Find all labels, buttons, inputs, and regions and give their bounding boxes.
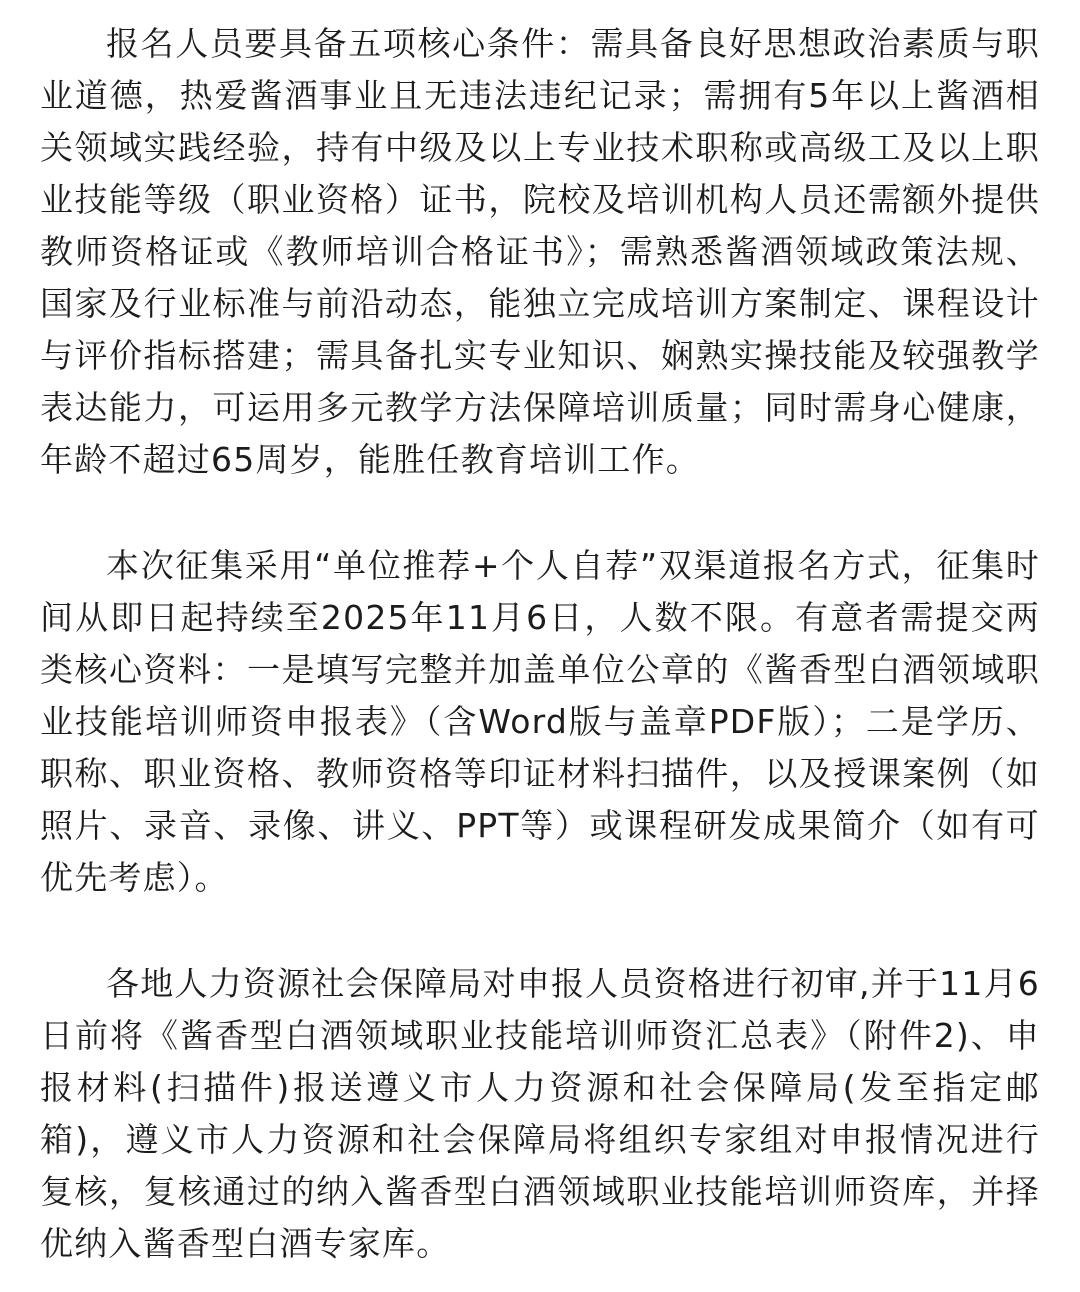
paragraph-review: 各地人力资源社会保障局对申报人员资格进行初审,并于11月6日前将《酱香型白酒领域职业技能培训师资汇总表》（附件2)、申报材料(扫描件)报送遵义市人力资源和社会保障局(发至指定邮箱)，遵义市人力资源和社会保障局将组织专家组对申报情况进行复核，复核通过的纳入酱香型白酒领域职业技能培训师资库，并择优纳入酱香型白酒专家库。 [40,964,1040,1263]
article-body [40,18,1040,1270]
paragraph-eligibility: 报名人员要具备五项核心条件：需具备良好思想政治素质与职业道德，热爱酱酒事业且无违法违纪记录；需拥有5年以上酱酒相关领域实践经验，持有中级及以上专业技术职称或高级工及以上职业技能等级（职业资格）证书，院校及培训机构人员还需额外提供教师资格证或《教师培训合格证书》；需熟悉酱酒领域政策法规、国家及行业标准与前沿动态，能独立完成培训方案制定、课程设计与评价指标搭建；需具备扎实专业知识、娴熟实操技能及较强教学表达能力，可运用多元教学方法保障培训质量；同时需身心健康，年龄不超过65周岁，能胜任教育培训工作。 [40,24,1040,479]
paragraph-spacer [40,904,1040,958]
paragraph-application: 本次征集采用“单位推荐+个人自荐”双渠道报名方式，征集时间从即日起持续至2025年11月6日，人数不限。有意者需提交两类核心资料：一是填写完整并加盖单位公章的《酱香型白酒领域职业技能培训师资申报表》（含Word版与盖章PDF版）；二是学历、职称、职业资格、教师资格等印证材料扫描件，以及授课案例（如照片、录音、录像、讲义、PPT等）或课程研发成果简介（如有可优先考虑）。 [40,546,1040,897]
paragraph-spacer [40,486,1040,540]
